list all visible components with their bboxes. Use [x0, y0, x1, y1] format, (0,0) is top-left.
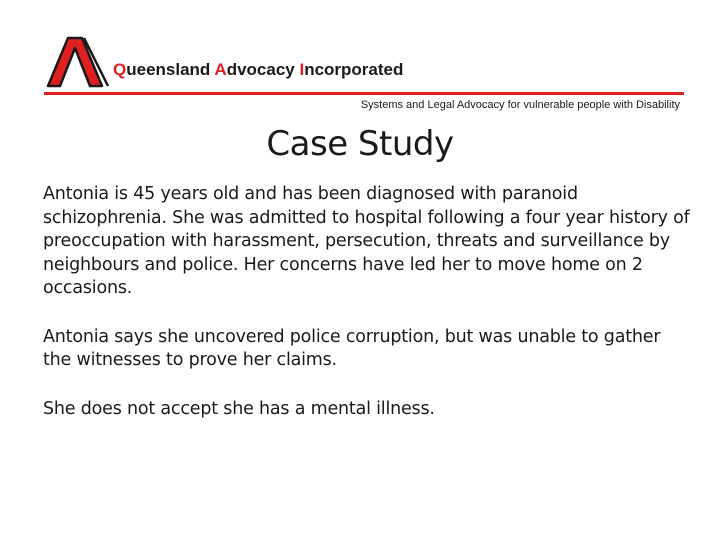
org-name-part-incorporated: ncorporated	[304, 60, 404, 79]
case-study-body	[43, 183, 693, 446]
org-name-initial-i: I	[299, 60, 305, 79]
qai-logo-icon	[46, 34, 110, 90]
org-name-initial-a: A	[214, 60, 227, 79]
page-title: Case Study	[266, 124, 454, 164]
org-name-initial-q: Q	[113, 60, 127, 79]
body-paragraph-2: Antonia says she uncovered police corruption, but was unable to gather the witnesses to prove her claims.	[43, 326, 661, 370]
org-name	[113, 60, 403, 80]
org-name-part-advocacy: dvocacy	[226, 60, 300, 79]
body-paragraph-3: She does not accept she has a mental illness.	[43, 398, 435, 419]
org-tagline: Systems and Legal Advocacy for vulnerable people with Disability	[360, 99, 680, 111]
body-paragraph-1: Antonia is 45 years old and has been diagnosed with paranoid schizophrenia. She was admitted to hospital following a four year history of preoccupation with harassment, persecution, threats and surveillance by neighbours and police. Her concerns have led her to move home on 2 occasions.	[43, 184, 690, 298]
org-name-part-queensland: ueensland	[126, 60, 215, 79]
header-divider	[44, 92, 684, 95]
